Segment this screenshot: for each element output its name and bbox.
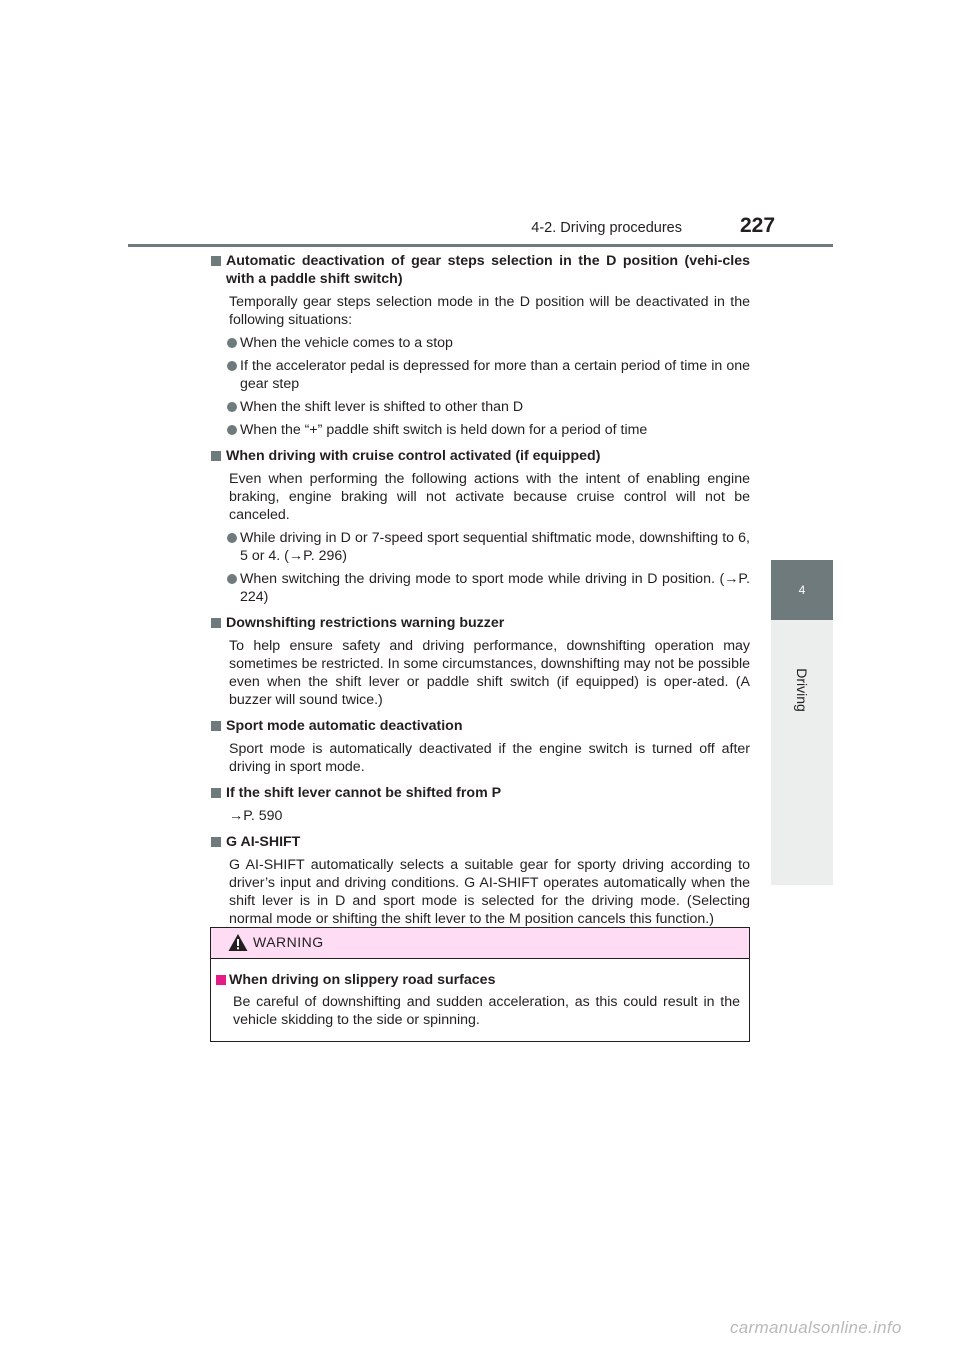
section-paragraph: G AI-SHIFT automatically selects a suitable gear for sporty driving according to driver’s input and driving conditions. G AI-SHIFT operates automatically when the shift lever is in D and sport mode is selected for the driving mode. (Selecting normal mode or shifting the shift lever to the M position cancels this function.) — [229, 857, 750, 927]
list-item: When the “+” paddle shift switch is held down for a period of time — [210, 421, 750, 439]
chapter-side-tab[interactable] — [771, 560, 833, 885]
warning-section-title: When driving on slippery road surfaces — [216, 971, 740, 989]
header-section-title: 4-2. Driving procedures — [531, 220, 682, 236]
warning-box — [210, 927, 750, 1042]
bullet-dot-icon — [227, 338, 237, 348]
page-number: 227 — [740, 214, 776, 237]
section-g-ai-shift — [210, 833, 750, 928]
section-title: Automatic deactivation of gear steps selection in the D position (vehi-cles with a paddle shift switch) — [210, 252, 750, 288]
bullet-dot-icon — [227, 533, 237, 543]
chapter-label-box — [771, 620, 833, 885]
warning-header — [211, 928, 749, 959]
section-title: If the shift lever cannot be shifted from P — [210, 784, 750, 802]
section-paragraph: Temporally gear steps selection mode in the D position will be deactivated in the following situations: — [229, 294, 750, 328]
bullet-dot-icon — [227, 425, 237, 435]
square-marker-icon — [211, 721, 221, 731]
section-paragraph: To help ensure safety and driving performance, downshifting operation may sometimes be restricted. In some circumstances, downshifting may not be possible even when the shift lever or paddle shift switch (if equipped) is oper-ated. (A buzzer will sound twice.) — [229, 638, 750, 708]
page-reference-link[interactable]: →P. 590 — [229, 808, 283, 824]
list-item: While driving in D or 7-speed sport sequential shiftmatic mode, downshifting to 6, 5 or 4. (→P. 296) — [210, 529, 750, 565]
section-automatic-deactivation — [210, 252, 750, 439]
bullet-dot-icon — [227, 574, 237, 584]
section-shift-lever-p — [210, 784, 750, 825]
square-marker-icon — [211, 256, 221, 266]
warning-body — [211, 959, 749, 1029]
square-marker-icon — [216, 975, 226, 985]
header-divider — [128, 244, 833, 247]
chapter-label: Driving — [794, 668, 810, 712]
square-marker-icon — [211, 788, 221, 798]
warning-text: Be careful of downshifting and sudden acceleration, as this could result in the vehicle skidding to the side or spinning. — [233, 994, 740, 1028]
section-title: Downshifting restrictions warning buzzer — [210, 614, 750, 632]
section-cruise-control — [210, 447, 750, 606]
square-marker-icon — [211, 618, 221, 628]
square-marker-icon — [211, 837, 221, 847]
chapter-number: 4 — [771, 560, 833, 620]
warning-title: WARNING — [253, 934, 324, 950]
bullet-dot-icon — [227, 361, 237, 371]
section-downshifting-buzzer — [210, 614, 750, 709]
list-item: When the vehicle comes to a stop — [210, 334, 750, 352]
list-item: When the shift lever is shifted to other than D — [210, 398, 750, 416]
section-paragraph: Even when performing the following actions with the intent of enabling engine braking, engine braking will not activate because cruise control will not be canceled. — [229, 471, 750, 523]
bullet-dot-icon — [227, 402, 237, 412]
watermark-logo: carmanualsonline.info — [730, 1318, 902, 1337]
square-marker-icon — [211, 451, 221, 461]
list-item: If the accelerator pedal is depressed for more than a certain period of time in one gear step — [210, 357, 750, 393]
section-title: When driving with cruise control activated (if equipped) — [210, 447, 750, 465]
main-content — [210, 252, 750, 936]
section-title: G AI-SHIFT — [210, 833, 750, 851]
section-sport-mode-deactivation — [210, 717, 750, 776]
warning-triangle-icon — [228, 933, 248, 952]
section-paragraph: Sport mode is automatically deactivated if the engine switch is turned off after driving in sport mode. — [229, 741, 750, 775]
section-title: Sport mode automatic deactivation — [210, 717, 750, 735]
list-item: When switching the driving mode to sport mode while driving in D position. (→P. 224) — [210, 570, 750, 606]
page-header — [0, 0, 960, 250]
